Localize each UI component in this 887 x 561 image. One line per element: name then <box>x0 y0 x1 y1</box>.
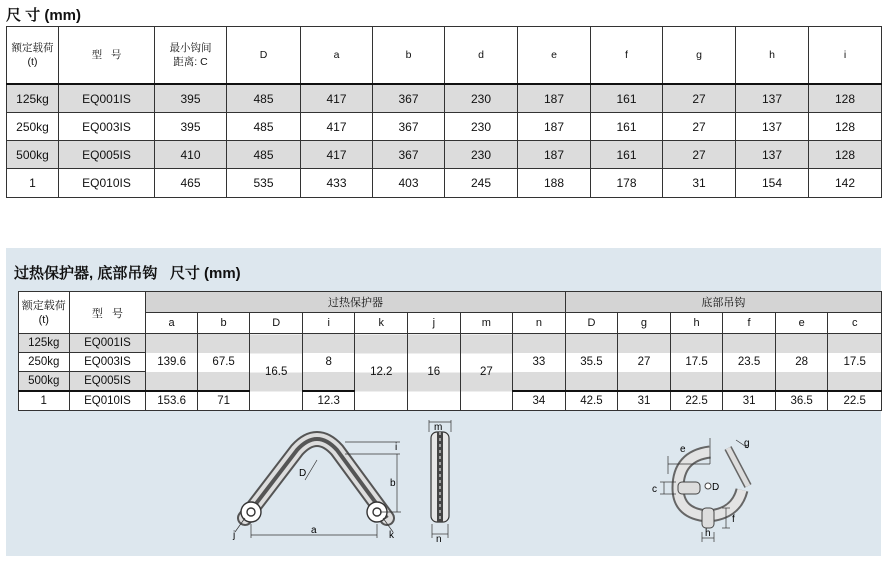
cell: 367 <box>373 141 445 169</box>
header-d: d <box>445 27 518 85</box>
label-D: D <box>299 468 307 479</box>
cell: 12.2 <box>355 334 408 411</box>
cell-capacity: 500kg <box>19 372 70 392</box>
cell-capacity: 125kg <box>19 334 70 353</box>
label-b: b <box>390 478 396 489</box>
header-f: f <box>591 27 663 85</box>
header-b: b <box>373 27 445 85</box>
cell: 35.5 <box>565 334 618 392</box>
cell: 403 <box>373 169 445 198</box>
cell: 395 <box>155 84 227 113</box>
cell-model: EQ001IS <box>69 334 146 353</box>
cell: 161 <box>591 84 663 113</box>
label-i: i <box>395 442 398 453</box>
header-hook-e: e <box>775 313 828 334</box>
cell: 230 <box>445 141 518 169</box>
cell: 128 <box>809 113 882 141</box>
header-hook-f: f <box>723 313 776 334</box>
table-row <box>19 334 882 353</box>
cell: 27 <box>618 334 671 392</box>
cell-capacity: 250kg <box>7 113 59 141</box>
cell-capacity: 1 <box>7 169 59 198</box>
header-b: b <box>197 313 250 334</box>
header-i: i <box>809 27 882 85</box>
header-a: a <box>301 27 373 85</box>
overheat-hook-table <box>18 291 882 411</box>
cell: 187 <box>518 113 591 141</box>
cell: 161 <box>591 141 663 169</box>
header-j: j <box>408 313 461 334</box>
cell: 28 <box>775 334 828 392</box>
cell: 33 <box>513 334 566 392</box>
cell: 245 <box>445 169 518 198</box>
table-row <box>7 141 882 169</box>
cell: 27 <box>460 334 513 411</box>
table2-title: 过热保护器, 底部吊钩 尺寸 (mm) <box>14 265 241 282</box>
cell-model: EQ005IS <box>69 372 146 392</box>
overheat-protector-front-diagram <box>225 420 410 545</box>
cell: 535 <box>227 169 301 198</box>
cell-model: EQ003IS <box>59 113 155 141</box>
header-capacity: 额定载荷 (t) <box>19 292 70 334</box>
label-a: a <box>311 525 317 536</box>
cell: 128 <box>809 141 882 169</box>
cell: 67.5 <box>197 334 250 392</box>
cell: 137 <box>736 113 809 141</box>
cell: 137 <box>736 141 809 169</box>
cell: 230 <box>445 84 518 113</box>
table1-title: 尺 寸 (mm) <box>6 7 82 24</box>
header-bottom-hook: 底部吊钩 <box>565 292 881 313</box>
header-D: D <box>250 313 303 334</box>
header-model: 型 号 <box>59 27 155 85</box>
cell: 22.5 <box>828 391 882 411</box>
table-row <box>7 84 882 113</box>
header-D: D <box>227 27 301 85</box>
cell: 188 <box>518 169 591 198</box>
cell: 34 <box>513 391 566 411</box>
cell-capacity: 1 <box>19 391 70 411</box>
cell-model: EQ010IS <box>59 169 155 198</box>
header-hook-g: g <box>618 313 671 334</box>
header-hook-D: D <box>565 313 618 334</box>
cell: 31 <box>663 169 736 198</box>
cell: 417 <box>301 84 373 113</box>
label-f: f <box>732 514 735 525</box>
cell: 154 <box>736 169 809 198</box>
label-j: j <box>233 530 236 541</box>
cell: 485 <box>227 141 301 169</box>
header-min-hook-gap: 最小钩间 距离: C <box>155 27 227 85</box>
label-k: k <box>389 530 394 541</box>
cell: 17.5 <box>828 334 882 392</box>
cell: 187 <box>518 141 591 169</box>
cell: 31 <box>723 391 776 411</box>
header-k: k <box>355 313 408 334</box>
dimensions-table <box>6 26 882 198</box>
cell-capacity: 125kg <box>7 84 59 113</box>
cell: 31 <box>618 391 671 411</box>
cell: 22.5 <box>670 391 723 411</box>
cell: 485 <box>227 113 301 141</box>
header-n: n <box>513 313 566 334</box>
cell: 23.5 <box>723 334 776 392</box>
label-h: h <box>705 528 711 539</box>
cell: 161 <box>591 113 663 141</box>
header-m: m <box>460 313 513 334</box>
cell: 27 <box>663 141 736 169</box>
cell-capacity: 500kg <box>7 141 59 169</box>
cell: 42.5 <box>565 391 618 411</box>
header-e: e <box>518 27 591 85</box>
cell: 12.3 <box>302 391 355 411</box>
cell: 433 <box>301 169 373 198</box>
label-g: g <box>744 438 750 449</box>
cell: 139.6 <box>146 334 198 392</box>
header-h: h <box>736 27 809 85</box>
cell-capacity: 250kg <box>19 353 70 372</box>
cell: 465 <box>155 169 227 198</box>
label-n: n <box>436 534 442 543</box>
cell: 71 <box>197 391 250 411</box>
cell: 128 <box>809 84 882 113</box>
header-a: a <box>146 313 198 334</box>
cell: 142 <box>809 169 882 198</box>
cell: 395 <box>155 113 227 141</box>
cell-model: EQ010IS <box>69 391 146 411</box>
cell-model: EQ005IS <box>59 141 155 169</box>
label-m: m <box>434 422 443 433</box>
cell: 417 <box>301 113 373 141</box>
overheat-protector-side-diagram <box>420 418 460 543</box>
cell: 16.5 <box>250 334 303 411</box>
cell: 27 <box>663 84 736 113</box>
cell: 367 <box>373 113 445 141</box>
header-overheat-protector: 过热保护器 <box>146 292 565 313</box>
cell-model: EQ003IS <box>69 353 146 372</box>
cell: 8 <box>302 334 355 392</box>
cell: 27 <box>663 113 736 141</box>
header-capacity: 额定载荷 (t) <box>7 27 59 85</box>
header-model: 型 号 <box>69 292 146 334</box>
table-row <box>7 169 882 198</box>
bottom-hook-diagram <box>650 434 765 546</box>
cell: 36.5 <box>775 391 828 411</box>
cell-model: EQ001IS <box>59 84 155 113</box>
cell: 16 <box>408 334 461 411</box>
cell: 485 <box>227 84 301 113</box>
header-hook-h: h <box>670 313 723 334</box>
cell: 367 <box>373 84 445 113</box>
cell: 410 <box>155 141 227 169</box>
label-c: c <box>652 484 657 495</box>
cell: 417 <box>301 141 373 169</box>
label-D: D <box>712 482 720 493</box>
header-g: g <box>663 27 736 85</box>
table-row <box>7 113 882 141</box>
cell: 153.6 <box>146 391 198 411</box>
label-e: e <box>680 444 686 455</box>
cell: 187 <box>518 84 591 113</box>
header-i: i <box>302 313 355 334</box>
cell: 137 <box>736 84 809 113</box>
cell: 17.5 <box>670 334 723 392</box>
header-hook-c: c <box>828 313 882 334</box>
cell: 178 <box>591 169 663 198</box>
cell: 230 <box>445 113 518 141</box>
